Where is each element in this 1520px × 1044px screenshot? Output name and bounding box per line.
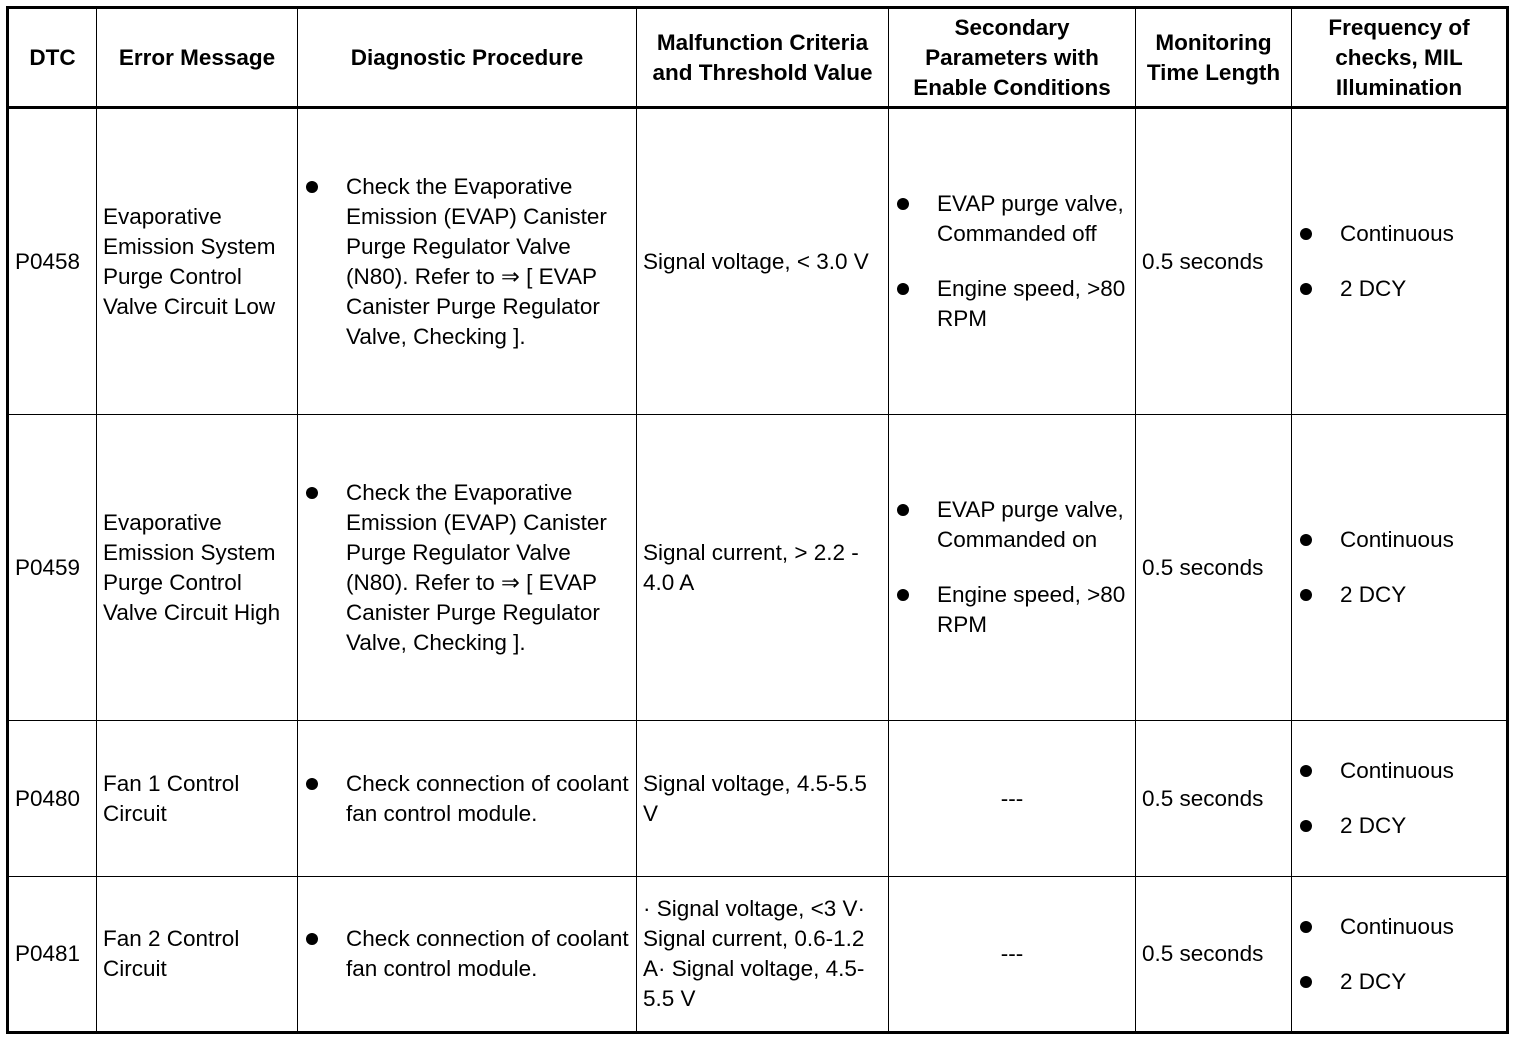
procedure-text: Check connection of coolant fan control module. bbox=[346, 926, 629, 981]
frequency-text: 2 DCY bbox=[1340, 968, 1407, 994]
error-message: Fan 2 Control Circuit bbox=[97, 877, 298, 1033]
diagnostic-procedure bbox=[298, 108, 637, 415]
secondary-parameters: --- bbox=[889, 721, 1136, 877]
dtc-code: P0458 bbox=[8, 108, 97, 415]
list-item bbox=[304, 172, 630, 352]
bullet-icon bbox=[1300, 976, 1312, 988]
malfunction-criteria bbox=[637, 108, 889, 415]
list-item bbox=[895, 189, 1129, 249]
bullet-icon bbox=[897, 589, 909, 601]
frequency-text: Continuous bbox=[1340, 913, 1454, 939]
bullet-icon bbox=[1300, 820, 1312, 832]
header-monitoring-time: Monitoring Time Length bbox=[1136, 8, 1292, 108]
criteria-text: Signal voltage, 4.5-5.5 V bbox=[643, 770, 867, 826]
malfunction-criteria bbox=[637, 721, 889, 877]
bullet-icon bbox=[1300, 534, 1312, 546]
secondary-parameters bbox=[889, 415, 1136, 721]
dtc-table bbox=[6, 6, 1509, 1034]
frequency bbox=[1292, 415, 1508, 721]
secondary-parameters bbox=[889, 108, 1136, 415]
diagnostic-procedure bbox=[298, 415, 637, 721]
monitoring-time: 0.5 seconds bbox=[1136, 108, 1292, 415]
bullet-icon bbox=[897, 504, 909, 516]
header-row bbox=[8, 8, 1508, 108]
table-row bbox=[8, 721, 1508, 877]
list-item bbox=[1298, 811, 1500, 841]
malfunction-criteria bbox=[637, 877, 889, 1033]
table-row bbox=[8, 877, 1508, 1033]
error-message: Fan 1 Control Circuit bbox=[97, 721, 298, 877]
parameter-text: EVAP purge valve, Commanded off bbox=[937, 191, 1124, 246]
table-row bbox=[8, 415, 1508, 721]
list-item bbox=[304, 478, 630, 658]
diagnostic-procedure bbox=[298, 721, 637, 877]
dtc-code: P0481 bbox=[8, 877, 97, 1033]
monitoring-time: 0.5 seconds bbox=[1136, 415, 1292, 721]
table-row bbox=[8, 108, 1508, 415]
list-item bbox=[1298, 219, 1500, 249]
frequency-text: 2 DCY bbox=[1340, 813, 1407, 838]
procedure-text: Check connection of coolant fan control module. bbox=[346, 770, 629, 826]
list-item bbox=[895, 580, 1129, 640]
header-malfunction-criteria: Malfunction Criteria and Threshold Value bbox=[637, 8, 889, 108]
bullet-icon bbox=[1300, 921, 1312, 933]
list-item bbox=[1298, 912, 1500, 942]
header-diagnostic-procedure: Diagnostic Procedure bbox=[298, 8, 637, 108]
dtc-code: P0459 bbox=[8, 415, 97, 721]
malfunction-criteria bbox=[637, 415, 889, 721]
frequency-text: 2 DCY bbox=[1340, 276, 1407, 301]
procedure-link-text[interactable]: Check the Evaporative Emission (EVAP) Canister Purge Regulator Valve (N80). Refer to ⇒ [ EVAP Canister Purge Regulator Valve, Checking ]. bbox=[346, 479, 607, 655]
frequency-text: Continuous bbox=[1340, 758, 1454, 783]
dtc-code: P0480 bbox=[8, 721, 97, 877]
criteria-text: Signal voltage, < 3.0 V bbox=[643, 248, 869, 274]
bullet-icon bbox=[1300, 283, 1312, 295]
parameter-text: EVAP purge valve, Commanded on bbox=[937, 497, 1124, 552]
list-item bbox=[1298, 525, 1500, 555]
parameter-text: Engine speed, >80 RPM bbox=[937, 276, 1126, 331]
header-frequency: Frequency of checks, MIL Illumination bbox=[1292, 8, 1508, 108]
list-item bbox=[1298, 580, 1500, 610]
bullet-icon bbox=[897, 198, 909, 210]
monitoring-time: 0.5 seconds bbox=[1136, 877, 1292, 1033]
frequency bbox=[1292, 721, 1508, 877]
criteria-text: Signal current, > 2.2 - 4.0 A bbox=[643, 539, 859, 595]
parameter-text: Engine speed, >80 RPM bbox=[937, 582, 1126, 637]
frequency-text: Continuous bbox=[1340, 527, 1454, 552]
bullet-icon bbox=[306, 487, 318, 499]
bullet-icon bbox=[1300, 228, 1312, 240]
bullet-icon bbox=[1300, 589, 1312, 601]
list-item bbox=[304, 924, 630, 984]
frequency-text: Continuous bbox=[1340, 221, 1454, 246]
list-item bbox=[1298, 967, 1500, 997]
monitoring-time: 0.5 seconds bbox=[1136, 721, 1292, 877]
bullet-icon bbox=[897, 283, 909, 295]
list-item bbox=[1298, 756, 1500, 786]
header-secondary-parameters: Secondary Parameters with Enable Conditions bbox=[889, 8, 1136, 108]
diagnostic-procedure bbox=[298, 877, 637, 1033]
error-message: Evaporative Emission System Purge Control Valve Circuit Low bbox=[97, 108, 298, 415]
bullet-icon bbox=[306, 933, 318, 945]
bullet-icon bbox=[1300, 765, 1312, 777]
frequency-text: 2 DCY bbox=[1340, 582, 1407, 607]
list-item bbox=[895, 274, 1129, 334]
list-item bbox=[1298, 274, 1500, 304]
procedure-link-text[interactable]: Check the Evaporative Emission (EVAP) Canister Purge Regulator Valve (N80). Refer to ⇒ [ EVAP Canister Purge Regulator Valve, Checking ]. bbox=[346, 173, 607, 349]
header-dtc: DTC bbox=[8, 8, 97, 108]
list-item bbox=[895, 495, 1129, 555]
secondary-parameters: --- bbox=[889, 877, 1136, 1033]
error-message: Evaporative Emission System Purge Control Valve Circuit High bbox=[97, 415, 298, 721]
criteria-text: · Signal voltage, <3 V· Signal current, 0.6-1.2 A· Signal voltage, 4.5-5.5 V bbox=[643, 896, 866, 1011]
frequency bbox=[1292, 877, 1508, 1033]
bullet-icon bbox=[306, 181, 318, 193]
frequency bbox=[1292, 108, 1508, 415]
bullet-icon bbox=[306, 778, 318, 790]
list-item bbox=[304, 769, 630, 829]
header-error-message: Error Message bbox=[97, 8, 298, 108]
